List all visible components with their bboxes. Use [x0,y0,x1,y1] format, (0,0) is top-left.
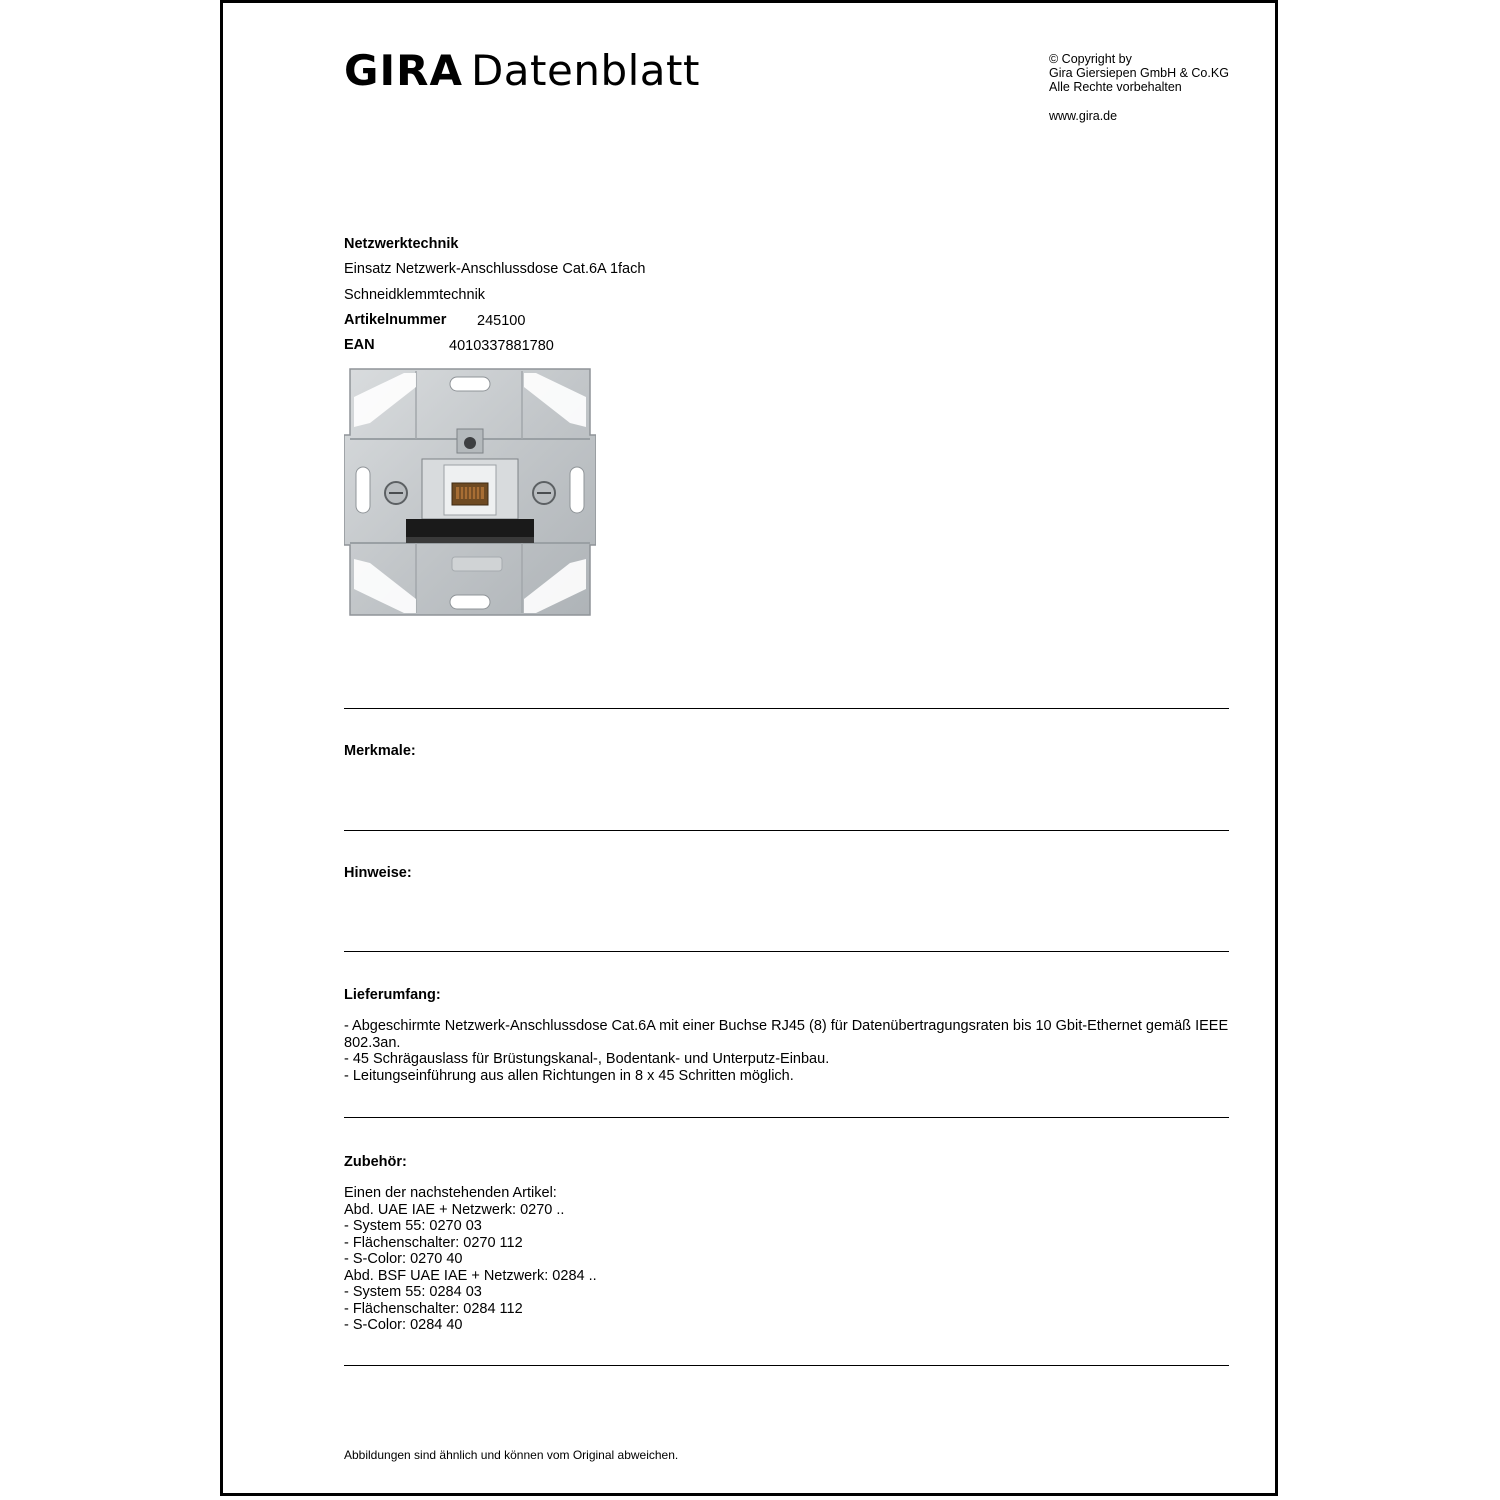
ean-label: EAN [344,337,375,353]
zubehoer-heading: Zubehör: [344,1154,407,1170]
brand-logo: GIRA [344,46,463,95]
datasheet-page [220,0,1278,1496]
copyright-rights: Alle Rechte vorbehalten [1049,80,1182,94]
list-item: - System 55: 0284 03 [344,1284,482,1300]
lieferumfang-heading: Lieferumfang: [344,987,441,1003]
product-subtitle: Schneidklemmtechnik [344,287,486,303]
product-name: Einsatz Netzwerk-Anschlussdose Cat.6A 1fach [344,261,646,277]
doc-type-title: Datenblatt [470,46,700,95]
list-item: - Flächenschalter: 0284 112 [344,1300,523,1317]
product-category: Netzwerktechnik [344,236,459,252]
ean-value: 4010337881780 [449,338,554,354]
footer-note: Abbildungen sind ähnlich und können vom Original abweichen. [344,1448,679,1462]
list-item: - Abgeschirmte Netzwerk-Anschlussdose Cat.6A mit einer Buchse RJ45 (8) für Datenübertragungsraten bis 10 Gbit-Ethernet gemäß IEEE [344,1018,1229,1034]
article-number-label: Artikelnummer [344,312,447,328]
network-socket-insert-icon [344,367,596,619]
copyright-block [1049,52,1229,94]
list-item: - S-Color: 0270 40 [344,1251,463,1267]
lieferumfang-list [344,1018,1228,1084]
divider [344,708,1229,709]
list-item: - S-Color: 0284 40 [344,1317,463,1333]
list-item: - System 55: 0270 03 [344,1218,482,1234]
website-link[interactable]: www.gira.de [1049,109,1118,123]
hinweise-heading: Hinweise: [344,865,412,881]
divider [344,951,1229,952]
brand-title [344,45,700,97]
article-number-value: 245100 [477,313,526,329]
divider [344,1117,1229,1118]
list-item: Abd. BSF UAE IAE + Netzwerk: 0284 .. [344,1267,597,1284]
divider [344,830,1229,831]
copyright-company: Gira Giersiepen GmbH & Co.KG [1049,66,1229,80]
list-item: 802.3an. [344,1034,401,1051]
list-item: - Flächenschalter: 0270 112 [344,1234,523,1251]
list-item: - Leitungseinführung aus allen Richtungen in 8 x 45 Schritten möglich. [344,1067,794,1084]
divider [344,1365,1229,1366]
list-item: Einen der nachstehenden Artikel: [344,1185,557,1201]
list-item: Abd. UAE IAE + Netzwerk: 0270 .. [344,1201,565,1218]
zubehoer-list [344,1185,597,1334]
merkmale-heading: Merkmale: [344,743,416,759]
list-item: - 45 Schrägauslass für Brüstungskanal-, Bodentank- und Unterputz-Einbau. [344,1051,830,1067]
copyright-line: © Copyright by [1049,52,1132,66]
